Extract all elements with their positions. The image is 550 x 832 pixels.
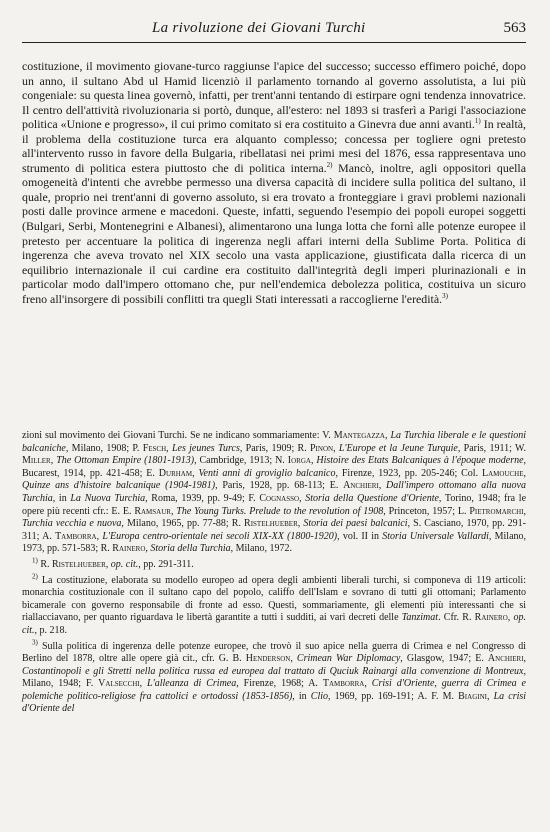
- fn-text: , vol. II in: [337, 530, 383, 542]
- fn-title: Histoire des Etats Balcaniques à l'époque moderne: [316, 455, 524, 467]
- fn-title: Storia dei paesi balcanici: [303, 518, 408, 530]
- fn-text: R.: [37, 558, 53, 570]
- fn-text: ,: [105, 558, 111, 570]
- footnote-ref-2[interactable]: 2): [326, 160, 333, 169]
- fn-author: Rainero: [474, 612, 508, 624]
- running-title: La rivoluzione dei Giovani Turchi: [152, 20, 366, 36]
- fn-author: Durham: [158, 467, 193, 479]
- fn-text: , Firenze, 1968; A.: [236, 678, 323, 690]
- fn-text: ,: [523, 505, 527, 517]
- footnote-2: [22, 572, 526, 638]
- fn-text: Sulla politica di ingerenza delle potenze europee, che trovò il suo apice nella guerra di Crimea e nel Congresso di Berlino del 1878, oltre alle opere già cit., cfr. G. B.: [22, 640, 526, 665]
- body-text-part-3: Mancò, inoltre, agli oppositori quella omogeneità d'intenti che avrebbe permesso una diversa capacità di incidere sulla politica del sultano, il quale, proprio nei trent'anni di governo assoluto, si era trovato a fronteggiare i gravi problemi nazionali posti dalle province armene e macedoni. Queste, infatti, seguendo l'esempio dei popoli europei soggetti (Bulgari, Serbi, Montenegrini e Albanesi), alimentarono una lunga lotta che fornì alle potenze europee il pretesto per accentuare la politica di ingerenza negli affari interni della Sublime Porta. Politica di ingerenza che aveva trovato nel XIX secolo una vasta applicazione, giustificata dalla ricerca di un equilibrio internazionale il cui cardine era costituito dall'integrità degli imperi plurinazionali e in particolar modo dall'impero ottomano che, pur nell'endemica debolezza politica, costituiva un sicuro freno all'insorgere di possibili conflitti tra quegli Stati interessati a raccoglierne l'eredità.: [22, 160, 526, 306]
- fn-text: , S. Casciano, 1970, pp. 291-311; A.: [22, 518, 526, 542]
- fn-author: Anchieri: [487, 653, 524, 665]
- fn-title: Venti anni di groviglio balcanico: [198, 467, 336, 479]
- fn-author: Ristelhueber: [52, 558, 106, 570]
- fn-text: ,: [507, 612, 514, 624]
- fn-text: ,: [310, 455, 317, 467]
- fn-title: Crimean War Diplomacy: [296, 653, 401, 665]
- fn-title: La crisi d'Oriente del: [22, 690, 527, 715]
- fn-title: Storia della Turchia: [150, 543, 231, 555]
- fn-title: Storia Universale Vallardi: [382, 530, 489, 542]
- body-text-part-2: In realtà, il problema della costituzione turca era alquanto complesso; concessa per togliere ogni pretesto all'intervento russo in favore della Bulgaria, ribellatasi nei primi mesi del 1876, essa rappresentava uno strumento di politica estera piuttosto che di politica interna.: [22, 117, 526, 175]
- fn-text: ,: [50, 455, 57, 467]
- footnote-continuation: [22, 430, 526, 556]
- fn-author: Valsecchi: [98, 678, 140, 690]
- footnote-number: 3): [32, 638, 38, 647]
- fn-title: Dall'impero ottomano alla nuova Turchia: [22, 480, 526, 504]
- fn-text: , Princeton, 1957; L.: [383, 505, 470, 517]
- fn-text: ,: [378, 480, 386, 492]
- fn-text: , Roma, 1939, pp. 9-49; F.: [145, 492, 260, 504]
- fn-text: La costituzione, elaborata su modello europeo ad opera degli ambienti liberali turchi, si componeva di 119 articoli: monarchia costituzionale con il sultano capo del popolo, califfo dell'Islam e sovrano di tutti gli ottomani; Parlamento bicamerale con governo responsabile di fronte ad esso. Questi, sommariamente, gli elementi più interessanti che si riallacciavano, per quanto riguardava le libertà garantite a tutti i sudditi, ai vari decreti delle: [22, 574, 526, 624]
- fn-text: ,: [166, 442, 172, 454]
- fn-title: Les jeunes Turcs: [171, 442, 240, 454]
- fn-author: Pietromarchi: [469, 505, 524, 517]
- fn-text: , pp. 291-311.: [138, 558, 194, 570]
- footnotes: [22, 430, 526, 716]
- fn-text: ,: [170, 505, 177, 517]
- fn-title: L'alleanza di Crimea: [147, 678, 237, 690]
- fn-author: Rainero: [112, 543, 146, 555]
- fn-text: ,: [299, 492, 306, 504]
- fn-author: Mantegazza: [333, 430, 385, 441]
- fn-text: , Paris, 1928, pp. 68-113; E.: [215, 480, 344, 492]
- fn-title: La Nuova Turchia: [70, 492, 146, 504]
- running-header: [22, 18, 526, 43]
- fn-title: Tanzimat: [401, 612, 439, 624]
- fn-text: ,: [139, 678, 148, 690]
- fn-author: Iorga: [287, 455, 311, 467]
- fn-text: , Torino, 1948; fra le opere più recenti cfr.: E. E.: [22, 492, 527, 517]
- page-number: 563: [503, 20, 526, 36]
- fn-text: ,: [145, 543, 151, 555]
- fn-title: Clio: [310, 690, 329, 702]
- fn-author: Tamborra: [55, 530, 97, 542]
- fn-title: Storia della Questione d'Oriente: [305, 492, 439, 504]
- footnote-ref-3[interactable]: 3): [442, 291, 448, 300]
- fn-text: , Paris, 1911; W.: [457, 442, 527, 454]
- fn-text: , Firenze, 1923, pp. 205-246; Col.: [335, 467, 483, 479]
- fn-author: Cognasso: [259, 492, 300, 504]
- fn-text: , Milano, 1908; P.: [65, 442, 143, 454]
- fn-text: , Milano, 1972.: [230, 543, 292, 555]
- fn-author: Biagini: [458, 690, 487, 702]
- fn-text: , Bucarest, 1914, pp. 421-458; E.: [22, 455, 527, 479]
- fn-text: ,: [384, 430, 391, 441]
- fn-author: Anchieri: [343, 480, 379, 492]
- fn-text: , in: [292, 690, 311, 702]
- fn-author: Ramsaur: [134, 505, 171, 517]
- fn-text: ,: [297, 518, 304, 530]
- fn-text: ,: [486, 690, 494, 702]
- footnote-number: 2): [32, 572, 38, 581]
- footnote-number: 1): [32, 556, 38, 565]
- fn-title: op. cit.: [22, 612, 526, 636]
- fn-text: ,: [290, 653, 297, 665]
- fn-text: , Paris, 1909; R.: [239, 442, 310, 454]
- fn-author: Pinon: [310, 442, 334, 454]
- fn-text: , Milano, 1973, pp. 571-583; R.: [22, 530, 527, 555]
- body-paragraph: [22, 59, 526, 306]
- main-text: [22, 59, 526, 306]
- fn-author: Tamborra: [322, 678, 365, 690]
- fn-text: , Milano, 1948; F.: [22, 665, 526, 690]
- fn-text: ,: [192, 467, 199, 479]
- fn-text: , Glasgow, 1947; E.: [400, 653, 488, 665]
- fn-title: Turchia vecchia e nuova: [22, 518, 122, 530]
- fn-text: , Cambridge, 1913; N.: [194, 455, 288, 467]
- fn-author: Ristelhueber: [244, 518, 298, 530]
- fn-title: L'Europa centro-orientale nei secoli XIX-XX (1800-1920): [102, 530, 338, 542]
- fn-title: op. cit.: [110, 558, 139, 570]
- fn-text: , in: [52, 492, 71, 504]
- fn-text: ,: [523, 653, 527, 665]
- fn-author: Fesch: [142, 442, 167, 454]
- fn-title: Crisi d'Oriente, guerra di Crimea e polemiche politico-religiose fra cattolici e ortodossi (1853-1856): [22, 678, 526, 702]
- fn-author: Lamouche: [482, 467, 524, 479]
- fn-text: ,: [364, 678, 372, 690]
- fn-title: La Turchia liberale e le questioni balcaniche: [22, 430, 527, 454]
- fn-title: The Ottoman Empire (1801-1913): [56, 455, 195, 467]
- fn-text: , Milano, 1965, pp. 77-88; R.: [121, 518, 245, 530]
- fn-title: Quinze ans d'histoire balcanique (1904-1981): [22, 480, 216, 492]
- footnote-ref-1[interactable]: 1): [474, 117, 481, 126]
- fn-text: ,: [333, 442, 339, 454]
- body-text-part-1: costituzione, il movimento giovane-turco raggiunse l'apice del successo; successo effimero poiché, dopo un anno, il sultano Abd ul Hamid licenziò il parlamento tornando al governo assolutista, a lui più congeniale: su questa linea governò, infatti, per trent'anni tentando di estirpare ogni tendenza innovatrice. Il centro dell'attività rivoluzionaria si portò, dunque, all'estero: nel 1893 si trasferì a Parigi l'associazione politica «Unione e progresso», il cui primo comitato si era costituito a Ginevra due anni avanti.: [22, 59, 526, 132]
- fn-title: The Young Turks. Prelude to the revolution of 1908: [176, 505, 384, 517]
- footnote-1: [22, 556, 526, 572]
- fn-text: zioni sul movimento dei Giovani Turchi. Se ne indicano sommariamente: V.: [22, 430, 334, 441]
- footnote-3: [22, 638, 527, 717]
- fn-text: , 1969, pp. 169-191; A. F. M.: [328, 690, 459, 702]
- fn-author: Miller: [22, 455, 51, 467]
- fn-text: ,: [96, 530, 103, 542]
- fn-text: , p. 218.: [34, 624, 67, 636]
- fn-author: Henderson: [245, 653, 291, 665]
- fn-text: . Cfr. R.: [438, 612, 475, 624]
- fn-text: ,: [523, 467, 527, 479]
- fn-title: Costantinopoli e gli Stretti nella politica russa ed europea dal trattato di Quciuk Rainargi alla convenzione di Montreux: [22, 665, 524, 677]
- fn-title: L'Europe et la Jeune Turquie: [338, 442, 458, 454]
